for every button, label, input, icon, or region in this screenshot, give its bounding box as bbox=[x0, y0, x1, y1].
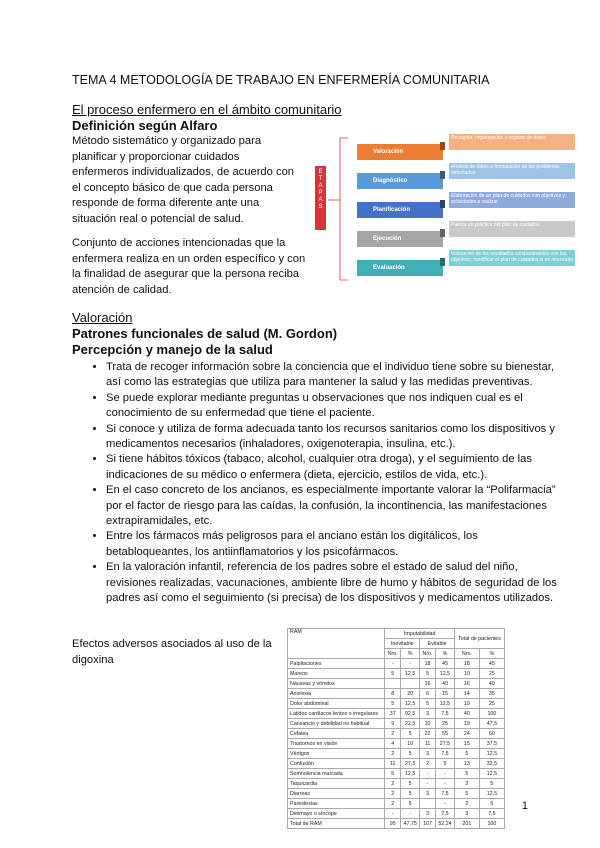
value-cell: 10 bbox=[401, 739, 420, 749]
value-cell: 12,5 bbox=[479, 769, 504, 779]
bullet-item: • Se puede explorar mediante preguntas u observaciones que nos indiquen cual es el conocimiento de su enfermedad que tiene el paciente. bbox=[106, 391, 566, 422]
ram-name-cell: Náuseas y vómitos bbox=[288, 679, 385, 689]
value-cell: 19 bbox=[455, 719, 480, 729]
value-cell: 15 bbox=[435, 689, 454, 699]
connector-icon bbox=[440, 171, 445, 179]
table-row bbox=[288, 779, 505, 789]
value-cell: 22,5 bbox=[401, 719, 420, 729]
value-cell: 7,5 bbox=[435, 809, 454, 819]
value-cell: 3 bbox=[420, 749, 436, 759]
value-cell: 10 bbox=[455, 699, 480, 709]
value-cell: - bbox=[420, 769, 436, 779]
value-cell: 8 bbox=[385, 689, 401, 699]
value-cell: 7,5 bbox=[435, 789, 454, 799]
stage-2: Planificación bbox=[357, 202, 443, 218]
bullet-item: • Entre los fármacos más peligrosos para el anciano están los digitálicos, los betabloqueantes, los antiinflamatorios y los psicofármacos. bbox=[106, 529, 566, 560]
value-cell: 5 bbox=[455, 749, 480, 759]
stage-3: Ejecución bbox=[357, 231, 443, 247]
value-cell: - bbox=[435, 779, 454, 789]
bracket-icon bbox=[326, 130, 356, 290]
page-title: TEMA 4 METODOLOGÍA DE TRABAJO EN ENFERMERÍA COMUNITARIA bbox=[72, 73, 490, 87]
ram-name-cell: Total de RAM bbox=[288, 819, 385, 829]
ram-name-cell: Confusión bbox=[288, 759, 385, 769]
value-cell: 5 bbox=[479, 779, 504, 789]
value-cell: 100 bbox=[479, 709, 504, 719]
value-cell: 25 bbox=[435, 719, 454, 729]
value-cell: 18 bbox=[420, 659, 436, 669]
value-cell: 5 bbox=[420, 669, 436, 679]
ram-name-cell: Cansancio y debilidad no habitual bbox=[288, 719, 385, 729]
ram-name-cell: Somnolencia marcada bbox=[288, 769, 385, 779]
bullet-item: • Si conoce y utiliza de forma adecuada tanto los recursos sanitarios como los dispositivos y medicamentos necesarios (inhaladores, oxigenoterapia, insulina, etc.). bbox=[106, 422, 566, 453]
value-cell: 2 bbox=[385, 789, 401, 799]
value-cell: 2 bbox=[385, 749, 401, 759]
value-cell: - bbox=[401, 809, 420, 819]
value-cell: 5 bbox=[401, 749, 420, 759]
value-cell: 40 bbox=[455, 709, 480, 719]
col-pct: % bbox=[401, 649, 420, 659]
col-pct: % bbox=[435, 649, 454, 659]
table-row bbox=[288, 799, 505, 809]
value-cell: 2 bbox=[455, 779, 480, 789]
value-cell: 5 bbox=[435, 759, 454, 769]
table-row bbox=[288, 689, 505, 699]
table-row bbox=[288, 719, 505, 729]
connector-icon bbox=[440, 200, 445, 208]
value-cell: 25 bbox=[479, 699, 504, 709]
connector-icon bbox=[440, 142, 445, 150]
value-cell: 20 bbox=[401, 689, 420, 699]
value-cell: 7,5 bbox=[479, 809, 504, 819]
table-caption: Efectos adversos asociados al uso de la digoxina bbox=[72, 638, 272, 666]
col-ram: RAM bbox=[288, 629, 385, 659]
etapas-label: ETAPAS bbox=[315, 166, 326, 230]
value-cell: 12,5 bbox=[401, 669, 420, 679]
ram-name-cell: Cefalea bbox=[288, 729, 385, 739]
table-row bbox=[288, 729, 505, 739]
col-inevitable: Inevitable bbox=[385, 639, 420, 649]
section-heading-process: El proceso enfermero en el ámbito comunitario bbox=[72, 102, 342, 117]
value-cell: 14 bbox=[455, 689, 480, 699]
value-cell: 45 bbox=[479, 659, 504, 669]
value-cell: 35 bbox=[479, 689, 504, 699]
value-cell: 7,5 bbox=[435, 709, 454, 719]
value-cell: 45 bbox=[435, 659, 454, 669]
col-n: Nro. bbox=[420, 649, 436, 659]
col-evitable: Evitable bbox=[420, 639, 455, 649]
value-cell: 5 bbox=[455, 769, 480, 779]
col-total: Total de pacientes bbox=[455, 629, 505, 649]
value-cell: 16 bbox=[455, 679, 480, 689]
stage-desc-3: Puesta en práctica del plan de cuidados bbox=[449, 221, 575, 237]
stage-desc-1: Análisis de datos e formulación de los problemas detectados bbox=[449, 163, 575, 179]
value-cell: 10 bbox=[420, 719, 436, 729]
value-cell: 92,5 bbox=[401, 709, 420, 719]
value-cell: 7,5 bbox=[435, 749, 454, 759]
ram-name-cell: Taquicardia bbox=[288, 779, 385, 789]
value-cell: 55 bbox=[435, 729, 454, 739]
definition-text-2: Conjunto de acciones intencionadas que la enfermera realiza en un orden específico y con la finalidad de asegurar que la persona reciba atención de calidad. bbox=[72, 237, 306, 296]
stage-1: Diagnóstico bbox=[357, 173, 443, 189]
col-n: Nro. bbox=[455, 649, 480, 659]
ram-name-cell: Palpitaciones bbox=[288, 659, 385, 669]
stage-desc-2: Elaboración de un plan de cuidados con objetivos y actividades a realizar bbox=[449, 192, 575, 208]
value-cell bbox=[401, 679, 420, 689]
ram-name-cell: Mareos bbox=[288, 669, 385, 679]
definition-heading: Definición según Alfaro bbox=[72, 118, 218, 133]
stages-diagram bbox=[315, 130, 580, 290]
value-cell: 40 bbox=[479, 679, 504, 689]
table-row bbox=[288, 809, 505, 819]
value-cell: 32,5 bbox=[479, 759, 504, 769]
value-cell: 37 bbox=[385, 709, 401, 719]
value-cell: 95 bbox=[385, 819, 401, 829]
value-cell: 11 bbox=[385, 759, 401, 769]
value-cell bbox=[385, 679, 401, 689]
stage-desc-0: Recogida, organización y registro de datos bbox=[449, 134, 575, 150]
value-cell: 5 bbox=[401, 729, 420, 739]
value-cell: 37,5 bbox=[479, 739, 504, 749]
value-cell bbox=[420, 799, 436, 809]
connector-icon bbox=[440, 229, 445, 237]
value-cell: 12,5 bbox=[479, 749, 504, 759]
value-cell: 60 bbox=[479, 729, 504, 739]
value-cell: 6 bbox=[420, 689, 436, 699]
value-cell: 18 bbox=[455, 659, 480, 669]
value-cell: 24 bbox=[455, 729, 480, 739]
value-cell: 100 bbox=[479, 819, 504, 829]
value-cell: 5 bbox=[401, 779, 420, 789]
value-cell: 12,5 bbox=[435, 669, 454, 679]
table-row bbox=[288, 679, 505, 689]
table-row bbox=[288, 669, 505, 679]
value-cell: 5 bbox=[479, 799, 504, 809]
ram-name-cell: Anorexia bbox=[288, 689, 385, 699]
value-cell: 15 bbox=[455, 739, 480, 749]
value-cell: - bbox=[435, 769, 454, 779]
value-cell: 5 bbox=[385, 769, 401, 779]
value-cell: 5 bbox=[385, 669, 401, 679]
value-cell: 201 bbox=[455, 819, 480, 829]
page-number: 1 bbox=[521, 800, 528, 812]
value-cell: 27,5 bbox=[401, 759, 420, 769]
value-cell: 4 bbox=[385, 739, 401, 749]
col-pct: % bbox=[479, 649, 504, 659]
value-cell: 2 bbox=[420, 759, 436, 769]
table-row bbox=[288, 709, 505, 719]
ram-name-cell: Desmayo o síncope bbox=[288, 809, 385, 819]
value-cell: - bbox=[385, 659, 401, 669]
value-cell: 27,5 bbox=[435, 739, 454, 749]
value-cell: 5 bbox=[401, 799, 420, 809]
value-cell: 107 bbox=[420, 819, 436, 829]
definition-text: Método sistemático y organizado para planificar y proporcionar cuidados enfermeros individualizados, de acuerdo con el concepto básico de que cada persona responde de forma diferente ante una situación real o potencial de salud. bbox=[72, 135, 295, 225]
table-row bbox=[288, 659, 505, 669]
value-cell: 5 bbox=[385, 699, 401, 709]
bullet-item: • En la valoración infantil, referencia de los padres sobre el estado de salud del niño, revisiones realizadas, vacunaciones, ambiente libre de humo y hábitos de seguridad de los padres así como el seguimiento (si precisa) de los dispositivos y medicamentos utilizados. bbox=[106, 560, 566, 606]
bullet-item: • Trata de recoger información sobre la conciencia que el individuo tiene sobre su bienestar, así como las estrategias que utiliza para mantener la salud y las medidas preventivas. bbox=[106, 360, 566, 391]
value-cell: 3 bbox=[420, 709, 436, 719]
value-cell: - bbox=[385, 809, 401, 819]
table-row bbox=[288, 749, 505, 759]
value-cell: 3 bbox=[420, 809, 436, 819]
value-cell: - bbox=[401, 659, 420, 669]
table-row bbox=[288, 699, 505, 709]
value-cell: 5 bbox=[420, 699, 436, 709]
table-row bbox=[288, 819, 505, 829]
value-cell: 13 bbox=[455, 759, 480, 769]
ram-name-cell: Vértigos bbox=[288, 749, 385, 759]
adverse-effects-table bbox=[287, 628, 505, 829]
connector-icon bbox=[440, 258, 445, 266]
ram-name-cell: Dolor abdominal bbox=[288, 699, 385, 709]
value-cell: 2 bbox=[385, 729, 401, 739]
col-n: Nro. bbox=[385, 649, 401, 659]
ram-name-cell: Trastornos en visión bbox=[288, 739, 385, 749]
stage-desc-4: Valoración de los resultados comparándolos con los objetivos; modificar el plan de cuidados si es necesario bbox=[449, 250, 575, 266]
value-cell: 3 bbox=[455, 809, 480, 819]
value-cell: 12,5 bbox=[479, 789, 504, 799]
bullet-item: • En el caso concreto de los ancianos, es especialmente importante valorar la “Polifarmacia” por el factor de riesgo para las caídas, la confusión, la incontinencia, las manifestaciones extrapiramidales, etc. bbox=[106, 483, 566, 529]
bullet-item: • Si tiene hábitos tóxicos (tabaco, alcohol, cualquier otra droga), y el seguimiento de las indicaciones de su médico o enfermera (dieta, ejercicio, estilos de vida, etc.). bbox=[106, 452, 566, 483]
ram-name-cell: Diarreas bbox=[288, 789, 385, 799]
value-cell: 16 bbox=[420, 679, 436, 689]
value-cell: 12,5 bbox=[401, 699, 420, 709]
stage-0: Valoración bbox=[357, 144, 443, 160]
value-cell: 12,5 bbox=[435, 699, 454, 709]
table-row bbox=[288, 739, 505, 749]
stage-4: Evaluación bbox=[357, 260, 443, 276]
value-cell: - bbox=[435, 799, 454, 809]
table-row bbox=[288, 759, 505, 769]
value-cell: 10 bbox=[455, 669, 480, 679]
value-cell: 3 bbox=[420, 789, 436, 799]
ram-name-cell: Latidos cardíacos lentos o irregulares bbox=[288, 709, 385, 719]
value-cell: 2 bbox=[385, 779, 401, 789]
value-cell: 47,75 bbox=[401, 819, 420, 829]
bullet-list bbox=[72, 360, 566, 607]
value-cell: - bbox=[420, 779, 436, 789]
value-cell: 5 bbox=[401, 789, 420, 799]
perception-heading: Percepción y manejo de la salud bbox=[72, 342, 273, 357]
value-cell: 25 bbox=[479, 669, 504, 679]
value-cell: 2 bbox=[455, 799, 480, 809]
value-cell: 47,5 bbox=[479, 719, 504, 729]
value-cell: 52,24 bbox=[435, 819, 454, 829]
value-cell: 12,5 bbox=[401, 769, 420, 779]
table-row bbox=[288, 789, 505, 799]
table-row bbox=[288, 769, 505, 779]
value-cell: 40 bbox=[435, 679, 454, 689]
value-cell: 11 bbox=[420, 739, 436, 749]
value-cell: 5 bbox=[455, 789, 480, 799]
section-heading-valoracion: Valoración bbox=[72, 310, 133, 325]
ram-name-cell: Parestesias bbox=[288, 799, 385, 809]
col-imputabilidad: Imputabilidad bbox=[385, 629, 455, 639]
patterns-heading: Patrones funcionales de salud (M. Gordon) bbox=[72, 326, 338, 341]
value-cell: 22 bbox=[420, 729, 436, 739]
value-cell: 2 bbox=[385, 799, 401, 809]
value-cell: 9 bbox=[385, 719, 401, 729]
